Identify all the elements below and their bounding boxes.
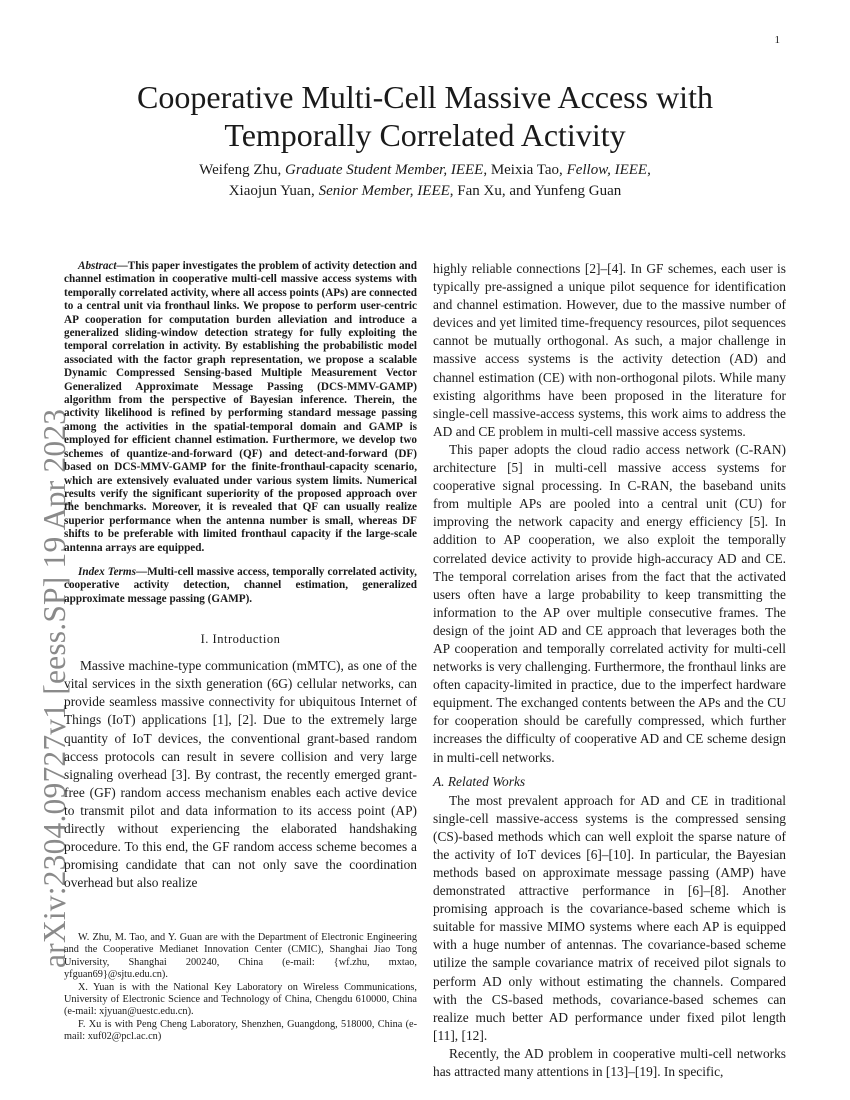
- abstract-text: —This paper investigates the problem of activity detection and channel estimation in cooperative multi-cell massive access systems with temporally correlated activity, where all access points (APs) are connected to a central unit via fronthaul links. We propose to perform user-centric AP cooperation for computation burden alleviation and introduce a generalized sliding-window detection strategy for fully exploiting the temporal correlation in activity. By establishing the probabilistic model associated with the factor graph representation, we propose a scalable Dynamic Compressed Sensing-based Multiple Measurement Vector Generalized Approximate Message Passing (DCS-MMV-GAMP) algorithm from the perspective of Bayesian inference. Therein, the activity likelihood is refined by performing standard message passing among the activities in the spatial-temporal domain and GAMP is employed for efficient channel estimation. Furthermore, we develop two schemes of quantize-and-forward (QF) and detect-and-forward (DF) based on DCS-MMV-GAMP for the finite-fronthaul-capacity scenario, which are extensively evaluated under various system limits. Numerical results verify the significant superiority of the proposed approach over the benchmarks. Moreover, it is revealed that QF can usually realize superior performance when the antenna number is small, whereas DF shifts to be preferable with limited fronthaul capacity if the large-scale antenna arrays are equipped.: [64, 260, 417, 554]
- footnote-2: X. Yuan is with the National Key Laboratory on Wireless Communications, University of Electronic Science and Technology of China, Chengdu 610000, China (e-mail: xjyuan@uestc.edu.cn).: [64, 981, 417, 1018]
- author-1-name: Weifeng Zhu,: [199, 162, 286, 178]
- footnotes: [64, 932, 417, 1044]
- remaining-authors: , Fan Xu, and Yunfeng Guan: [449, 183, 622, 199]
- subsection-heading-related-works: A. Related Works: [433, 773, 526, 789]
- author-2-role: Fellow, IEEE: [566, 162, 648, 178]
- arxiv-identifier-text: arXiv:2304.09727v1 [eess.SP] 19 Apr 2023: [37, 408, 72, 968]
- page-number: 1: [774, 34, 780, 46]
- author-2-sep: ,: [647, 162, 651, 178]
- related-works-paragraph-1: The most prevalent approach for AD and CE in traditional single-cell massive-access systems is the compressed sensing (CS)-based methods which can well exploit the sparse nature of the activity of IoT devices [6]–[10]. In particular, the Bayesian methods based on approximate message passing (AMP) have demonstrated attractive performance in [6]–[8]. Another promising approach is the covariance-based scheme which is suitable for massive MIMO systems where each AP is equipped with a huge number of antennas. The covariance-based scheme utilize the sample covariance matrix of received pilot signals to perform AD only without estimating the channels. Compared with the CS-based methods, covariance-based schemes can realize much better AD performance under fixed pilot length [11], [12].: [433, 792, 786, 1043]
- index-terms-text: —Multi-cell massive access, temporally correlated activity, cooperative activity detection, channel estimation, generalized approximate message passing (GAMP).: [64, 565, 417, 605]
- left-column: [64, 260, 417, 892]
- related-works-paragraph-2: Recently, the AD problem in cooperative multi-cell networks has attracted many attentions in [13]–[19]. In specific,: [433, 1045, 786, 1080]
- intro-paragraph-1: Massive machine-type communication (mMTC), as one of the vital services in the sixth generation (6G) cellular networks, can provide seamless massive connectivity for ubiquitous Internet of Things (IoT) applications [1], [2]. Due to the extremely large quantity of IoT devices, the conventional grant-based random access protocols can result in severe collision and very large signaling overhead [3]. By contrast, the recently emerged grant-free (GF) random access mechanism enables each active device to transmit pilot and data information to its access point (AP) directly without experiencing the elaborated handshaking procedure. To this end, the GF random access scheme becomes a promising candidate that can not only save the coordination overhead but also realize: [64, 658, 417, 891]
- paper-title: Cooperative Multi-Cell Massive Access with Temporally Correlated Activity: [137, 79, 713, 153]
- right-column: [433, 260, 786, 1081]
- author-1-role: Graduate Student Member, IEEE: [285, 162, 484, 178]
- intro-paragraph-1-continued: highly reliable connections [2]–[4]. In GF schemes, each user is typically pre-assigned a unique pilot sequence for identification and channel estimation. However, due to the massive number of devices and yet limited time-frequency resources, pilot sequences cannot be mutually orthogonal. As such, a major challenge in massive access systems is the activity detection (AD) and channel estimation (CE) with non-orthogonal pilots. While many existing algorithms have been proposed in the literature for single-cell massive-access systems, this work aims to address the AD and CE problem in multi-cell massive access systems.: [433, 261, 786, 439]
- section-heading-introduction: I. Introduction: [200, 632, 281, 647]
- abstract: [64, 260, 417, 555]
- footnote-1: W. Zhu, M. Tao, and Y. Guan are with the Department of Electronic Engineering and the Cooperative Medianet Innovation Center (CMIC), Shanghai Jiao Tong University, Shanghai 200240, China (e-mail: {wf.zhu, mxtao, yfguan69}@sjtu.edu.cn).: [64, 932, 417, 981]
- index-terms: [64, 566, 417, 606]
- author-3-name: Xiaojun Yuan,: [228, 183, 319, 199]
- index-terms-label: Index Terms: [78, 565, 136, 578]
- author-list: [60, 160, 790, 202]
- author-3-role: Senior Member, IEEE: [318, 183, 450, 199]
- abstract-label: Abstract: [78, 260, 117, 272]
- footnote-3: F. Xu is with Peng Cheng Laboratory, Shenzhen, Guangdong, 518000, China (e-mail: xuf02@pcl.ac.cn): [64, 1018, 417, 1043]
- author-2-name: , Meixia Tao,: [483, 162, 567, 178]
- intro-paragraph-2: This paper adopts the cloud radio access network (C-RAN) architecture [5] in multi-cell massive access systems for cooperative signal processing. In C-RAN, the baseband units from multiple APs are pooled into a central unit (CU) for improving the network capacity and energy efficiency [5]. In addition to AP cooperation, we also exploit the temporally correlated device activity to provide high-accuracy AD and CE. The temporal correlation arises from the fact that the activated users often have a large probability to keep transmitting the information to the AP over multiple consecutive frames. The design of the joint AD and CE approach that leverages both the AP cooperation and temporally correlated activity for multi-cell networks is very challenging. Furthermore, the fronthaul links are often capacity-limited in practice, due to the imperfect hardware equipment. The exchanged contents between the APs and the CU for cooperation should be carefully compressed, which further increases the difficulty of cooperative AD and CE scheme design in multi-cell networks.: [433, 441, 786, 765]
